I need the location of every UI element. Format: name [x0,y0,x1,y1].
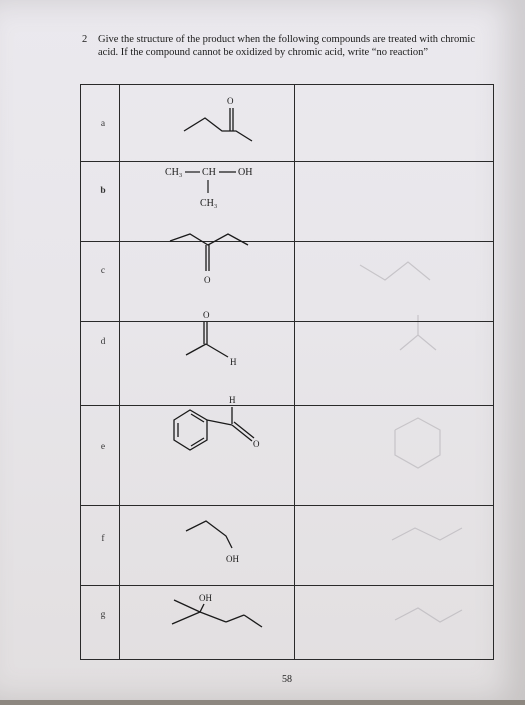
structure-e [174,407,254,450]
structure-g-hydroxyl: OH [199,593,212,603]
question-number: 2 [82,34,88,45]
structure-d-hydrogen: H [230,357,237,367]
structure-d [186,322,228,357]
row-label: b [100,186,106,196]
structure-b-ch3-substituent: CH₃ [200,198,218,209]
structure-f-hydroxyl: OH [226,554,239,564]
row-label: a [100,119,106,129]
structure-a-oxygen: O [227,96,234,106]
structure-e-hydrogen: H [229,395,236,405]
structure-e-oxygen: O [253,439,260,449]
structure-b-oh: OH [238,167,253,178]
structure-g [172,600,262,627]
page-number: 58 [282,674,292,685]
structure-c-oxygen: O [204,275,211,285]
structure-a [184,108,252,141]
row-label: f [101,534,105,544]
question-text: Give the structure of the product when the following compounds are treated with chromic acid. If the compound cannot be oxidized by chromic acid, write “no reaction” [98,34,476,58]
row-label: e [100,442,106,452]
row-label: c [100,266,106,276]
structure-b-ch: CH [202,167,216,178]
structure-b-ch3: CH₃ [165,167,183,178]
row-label: d [100,337,106,347]
structure-c [170,234,248,271]
structure-f [186,521,232,548]
structure-d-oxygen: O [203,310,210,320]
structure-b [165,167,252,209]
row-label: g [100,610,106,620]
